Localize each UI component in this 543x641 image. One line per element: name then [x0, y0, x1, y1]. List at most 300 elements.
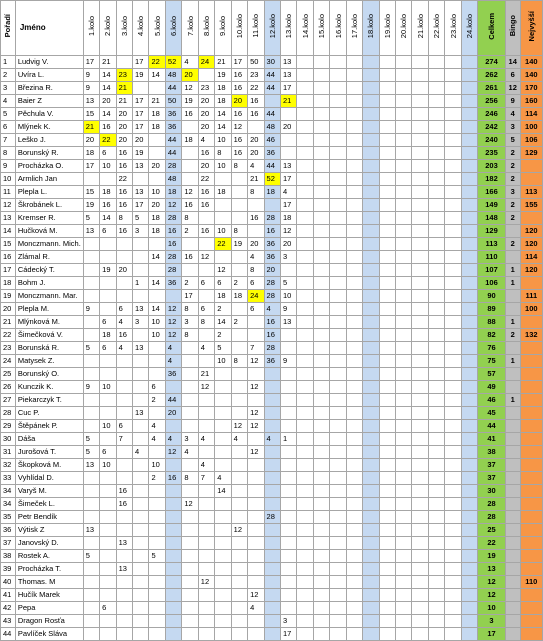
- score-cell: 19: [215, 69, 231, 82]
- player-name: Armlich Jan: [15, 173, 83, 186]
- score-cell: [133, 550, 149, 563]
- score-cell: [297, 277, 313, 290]
- score-cell: [330, 147, 346, 160]
- player-name: Plepla M.: [15, 303, 83, 316]
- score-cell: [396, 186, 412, 199]
- score-cell: [83, 251, 99, 264]
- score-cell: 10: [149, 316, 165, 329]
- score-cell: [297, 186, 313, 199]
- total-cell: 203: [478, 160, 506, 173]
- score-cell: [445, 420, 461, 433]
- score-cell: [379, 212, 395, 225]
- score-cell: [330, 368, 346, 381]
- score-cell: [198, 511, 214, 524]
- score-cell: [280, 407, 296, 420]
- score-cell: 10: [100, 459, 116, 472]
- score-cell: [396, 277, 412, 290]
- round-header-17: [346, 1, 362, 56]
- score-cell: 21: [248, 173, 264, 186]
- score-cell: 20: [116, 121, 132, 134]
- best-cell: [520, 355, 542, 368]
- score-cell: [428, 147, 444, 160]
- score-cell: 17: [133, 121, 149, 134]
- score-cell: [461, 563, 477, 576]
- score-cell: [396, 381, 412, 394]
- score-cell: [396, 576, 412, 589]
- score-cell: [133, 264, 149, 277]
- score-cell: [379, 420, 395, 433]
- score-cell: 36: [165, 368, 181, 381]
- score-cell: [133, 498, 149, 511]
- rank-cell: 22: [1, 329, 16, 342]
- score-cell: [313, 225, 329, 238]
- score-cell: 17: [231, 56, 247, 69]
- bingo-cell: [505, 368, 520, 381]
- score-cell: 12: [231, 420, 247, 433]
- score-cell: [330, 446, 346, 459]
- score-cell: [346, 264, 362, 277]
- score-cell: 13: [280, 160, 296, 173]
- score-cell: 16: [116, 199, 132, 212]
- total-cell: 44: [478, 420, 506, 433]
- score-cell: 18: [182, 134, 198, 147]
- score-cell: [363, 329, 379, 342]
- score-cell: [428, 550, 444, 563]
- rank-cell: 23: [1, 342, 16, 355]
- score-cell: [133, 381, 149, 394]
- table-row: [1, 69, 543, 82]
- score-cell: 44: [264, 160, 280, 173]
- score-cell: 17: [280, 628, 296, 641]
- score-cell: 21: [280, 95, 296, 108]
- total-cell: 274: [478, 56, 506, 69]
- score-cell: [133, 576, 149, 589]
- score-cell: 15: [83, 186, 99, 199]
- score-cell: [379, 186, 395, 199]
- bingo-cell: [505, 537, 520, 550]
- score-cell: [461, 342, 477, 355]
- score-cell: 13: [83, 459, 99, 472]
- score-cell: [313, 69, 329, 82]
- score-cell: [379, 329, 395, 342]
- score-cell: [396, 459, 412, 472]
- score-cell: [182, 563, 198, 576]
- score-cell: [330, 602, 346, 615]
- score-cell: 50: [165, 95, 181, 108]
- score-cell: [412, 550, 428, 563]
- score-cell: [363, 160, 379, 173]
- round-header-10: [231, 1, 247, 56]
- score-cell: [198, 264, 214, 277]
- score-cell: [412, 147, 428, 160]
- score-cell: [133, 511, 149, 524]
- score-cell: [363, 134, 379, 147]
- table-row: [1, 95, 543, 108]
- score-cell: 12: [198, 381, 214, 394]
- score-cell: [363, 147, 379, 160]
- score-cell: [461, 134, 477, 147]
- table-row: [1, 615, 543, 628]
- score-cell: [198, 446, 214, 459]
- score-cell: [313, 537, 329, 550]
- score-cell: [396, 82, 412, 95]
- best-cell: [520, 394, 542, 407]
- table-row: [1, 303, 543, 316]
- score-cell: [412, 628, 428, 641]
- score-cell: [248, 511, 264, 524]
- score-cell: [280, 329, 296, 342]
- score-cell: 5: [149, 550, 165, 563]
- player-name: Borunská R.: [15, 342, 83, 355]
- score-cell: [83, 368, 99, 381]
- score-cell: [461, 433, 477, 446]
- score-cell: 16: [165, 472, 181, 485]
- best-cell: [520, 511, 542, 524]
- total-header-label: Celkem: [487, 12, 496, 40]
- score-cell: [346, 95, 362, 108]
- score-cell: 5: [215, 342, 231, 355]
- score-cell: 13: [133, 186, 149, 199]
- score-cell: [248, 576, 264, 589]
- score-cell: [313, 485, 329, 498]
- total-cell: 90: [478, 290, 506, 303]
- best-cell: 110: [520, 576, 542, 589]
- score-cell: [445, 108, 461, 121]
- score-cell: [313, 82, 329, 95]
- score-cell: [363, 212, 379, 225]
- score-cell: 48: [165, 69, 181, 82]
- rank-cell: 11: [1, 186, 16, 199]
- bingo-cell: 1: [505, 277, 520, 290]
- score-cell: 44: [165, 82, 181, 95]
- score-cell: 22: [116, 173, 132, 186]
- score-cell: [428, 615, 444, 628]
- score-cell: [231, 394, 247, 407]
- score-cell: [313, 407, 329, 420]
- score-cell: [346, 615, 362, 628]
- score-cell: [198, 524, 214, 537]
- score-cell: 18: [215, 82, 231, 95]
- score-cell: [133, 394, 149, 407]
- score-cell: 5: [83, 550, 99, 563]
- score-cell: 4: [248, 251, 264, 264]
- score-cell: [100, 355, 116, 368]
- score-cell: [379, 56, 395, 69]
- score-cell: [396, 264, 412, 277]
- score-cell: [330, 134, 346, 147]
- score-cell: [83, 329, 99, 342]
- score-cell: [330, 186, 346, 199]
- score-cell: 12: [198, 251, 214, 264]
- score-cell: [215, 550, 231, 563]
- score-cell: [412, 160, 428, 173]
- rank-cell: 24: [1, 355, 16, 368]
- bingo-cell: 6: [505, 69, 520, 82]
- score-cell: [461, 212, 477, 225]
- round-header-12-label: 12.kolo: [267, 13, 277, 39]
- rank-cell: 29: [1, 420, 16, 433]
- score-cell: [445, 264, 461, 277]
- score-cell: [396, 160, 412, 173]
- score-cell: [100, 563, 116, 576]
- bingo-header: [505, 1, 520, 56]
- score-cell: [330, 433, 346, 446]
- score-cell: 5: [83, 446, 99, 459]
- score-cell: 19: [83, 199, 99, 212]
- score-cell: [100, 433, 116, 446]
- score-cell: [280, 537, 296, 550]
- score-cell: 21: [116, 95, 132, 108]
- score-cell: [313, 589, 329, 602]
- round-header-12: [264, 1, 280, 56]
- score-cell: [396, 56, 412, 69]
- score-cell: [396, 628, 412, 641]
- score-cell: 4: [116, 342, 132, 355]
- score-cell: 20: [133, 134, 149, 147]
- score-cell: [396, 511, 412, 524]
- best-cell: 129: [520, 147, 542, 160]
- player-name: Piekarczyk T.: [15, 394, 83, 407]
- round-header-9: [215, 1, 231, 56]
- rank-cell: 30: [1, 433, 16, 446]
- score-cell: 20: [116, 264, 132, 277]
- player-name: Šimeček L.: [15, 498, 83, 511]
- score-cell: [379, 511, 395, 524]
- score-cell: [280, 420, 296, 433]
- score-cell: [198, 485, 214, 498]
- score-cell: [231, 264, 247, 277]
- score-cell: 10: [215, 134, 231, 147]
- score-cell: [379, 225, 395, 238]
- score-cell: [363, 121, 379, 134]
- score-cell: [330, 420, 346, 433]
- score-cell: [346, 173, 362, 186]
- score-cell: [248, 225, 264, 238]
- score-cell: [297, 212, 313, 225]
- total-cell: 235: [478, 147, 506, 160]
- score-cell: [215, 433, 231, 446]
- rank-cell: 26: [1, 381, 16, 394]
- score-cell: 14: [215, 485, 231, 498]
- score-cell: 4: [182, 446, 198, 459]
- score-cell: [182, 160, 198, 173]
- player-name: Zlámal R.: [15, 251, 83, 264]
- score-cell: [363, 316, 379, 329]
- score-cell: [412, 251, 428, 264]
- score-cell: 13: [133, 160, 149, 173]
- score-cell: 16: [198, 225, 214, 238]
- score-cell: [346, 459, 362, 472]
- round-header-2: [100, 1, 116, 56]
- player-name: Štěpánek P.: [15, 420, 83, 433]
- score-cell: 24: [198, 56, 214, 69]
- score-cell: 12: [165, 329, 181, 342]
- round-header-22: [428, 1, 444, 56]
- score-cell: [182, 121, 198, 134]
- score-cell: [330, 342, 346, 355]
- score-cell: 3: [280, 615, 296, 628]
- round-header-15: [313, 1, 329, 56]
- score-cell: [83, 628, 99, 641]
- score-cell: 18: [215, 95, 231, 108]
- score-cell: [264, 576, 280, 589]
- score-cell: [461, 381, 477, 394]
- best-cell: [520, 485, 542, 498]
- score-cell: [215, 368, 231, 381]
- score-cell: [346, 368, 362, 381]
- round-header-8: [198, 1, 214, 56]
- score-cell: [461, 472, 477, 485]
- score-cell: 20: [248, 134, 264, 147]
- score-cell: [428, 238, 444, 251]
- score-cell: [330, 160, 346, 173]
- score-cell: 16: [231, 147, 247, 160]
- player-name: Dragon Rosťa: [15, 615, 83, 628]
- score-cell: [182, 420, 198, 433]
- score-cell: [379, 576, 395, 589]
- table-row: [1, 290, 543, 303]
- bingo-cell: [505, 563, 520, 576]
- score-cell: [461, 576, 477, 589]
- score-cell: [461, 511, 477, 524]
- score-cell: [116, 615, 132, 628]
- score-cell: 4: [280, 186, 296, 199]
- table-row: [1, 524, 543, 537]
- score-cell: [461, 251, 477, 264]
- score-cell: 2: [231, 277, 247, 290]
- score-cell: [100, 277, 116, 290]
- score-cell: [280, 498, 296, 511]
- score-cell: 23: [198, 82, 214, 95]
- score-cell: [445, 355, 461, 368]
- score-cell: [412, 420, 428, 433]
- score-cell: [297, 433, 313, 446]
- score-cell: 20: [280, 121, 296, 134]
- score-cell: [83, 511, 99, 524]
- score-cell: [116, 56, 132, 69]
- score-cell: [182, 628, 198, 641]
- score-cell: [428, 56, 444, 69]
- round-header-5-label: 5.kolo: [152, 15, 162, 36]
- score-cell: [363, 537, 379, 550]
- score-cell: [412, 433, 428, 446]
- score-cell: [379, 303, 395, 316]
- score-cell: [297, 511, 313, 524]
- score-cell: [182, 576, 198, 589]
- score-cell: [363, 446, 379, 459]
- score-cell: 4: [198, 459, 214, 472]
- best-cell: [520, 550, 542, 563]
- score-cell: [116, 550, 132, 563]
- table-row: [1, 381, 543, 394]
- score-cell: [445, 459, 461, 472]
- score-cell: [215, 498, 231, 511]
- score-cell: 36: [264, 147, 280, 160]
- score-cell: 21: [149, 95, 165, 108]
- score-cell: 13: [83, 524, 99, 537]
- score-cell: [461, 69, 477, 82]
- score-cell: [297, 485, 313, 498]
- player-name: Petr Bendík: [15, 511, 83, 524]
- table-row: [1, 537, 543, 550]
- score-cell: [231, 537, 247, 550]
- table-row: [1, 160, 543, 173]
- score-cell: [346, 134, 362, 147]
- score-cell: [313, 238, 329, 251]
- score-cell: [297, 550, 313, 563]
- score-cell: [346, 420, 362, 433]
- best-cell: [520, 433, 542, 446]
- total-cell: 240: [478, 134, 506, 147]
- score-cell: [313, 563, 329, 576]
- rank-cell: 36: [1, 524, 16, 537]
- player-name: Výtisk Z: [15, 524, 83, 537]
- score-cell: [363, 264, 379, 277]
- score-cell: [428, 69, 444, 82]
- score-cell: [264, 459, 280, 472]
- round-header-17-label: 17.kolo: [349, 13, 359, 39]
- score-cell: [231, 550, 247, 563]
- rank-header: [1, 1, 16, 56]
- score-cell: [264, 446, 280, 459]
- total-cell: 76: [478, 342, 506, 355]
- best-cell: [520, 342, 542, 355]
- score-cell: [346, 316, 362, 329]
- total-cell: 246: [478, 108, 506, 121]
- score-cell: 20: [83, 134, 99, 147]
- score-cell: 12: [165, 303, 181, 316]
- score-cell: [379, 589, 395, 602]
- round-header-6: [165, 1, 181, 56]
- score-cell: 28: [264, 212, 280, 225]
- player-name: Varyš M.: [15, 485, 83, 498]
- score-cell: [445, 329, 461, 342]
- score-cell: [461, 589, 477, 602]
- score-cell: [231, 563, 247, 576]
- score-cell: [461, 485, 477, 498]
- score-cell: [248, 433, 264, 446]
- score-cell: [264, 368, 280, 381]
- rank-header-label: Pořadí: [3, 14, 13, 38]
- rank-cell: 25: [1, 368, 16, 381]
- score-cell: [346, 498, 362, 511]
- score-cell: [330, 212, 346, 225]
- score-cell: 16: [100, 121, 116, 134]
- player-name: Kremser R.: [15, 212, 83, 225]
- score-cell: 19: [100, 264, 116, 277]
- score-cell: [133, 615, 149, 628]
- score-cell: [182, 589, 198, 602]
- score-cell: [83, 589, 99, 602]
- score-cell: [83, 290, 99, 303]
- best-cell: 132: [520, 329, 542, 342]
- best-cell: 120: [520, 238, 542, 251]
- score-cell: [149, 563, 165, 576]
- score-cell: [412, 394, 428, 407]
- score-cell: [313, 381, 329, 394]
- score-cell: 8: [215, 147, 231, 160]
- score-cell: [165, 381, 181, 394]
- round-header-7: [182, 1, 198, 56]
- score-cell: [215, 615, 231, 628]
- best-cell: [520, 316, 542, 329]
- score-cell: [363, 82, 379, 95]
- score-cell: [379, 264, 395, 277]
- score-cell: [379, 82, 395, 95]
- score-cell: 19: [133, 69, 149, 82]
- score-cell: 2: [149, 394, 165, 407]
- score-cell: 44: [165, 394, 181, 407]
